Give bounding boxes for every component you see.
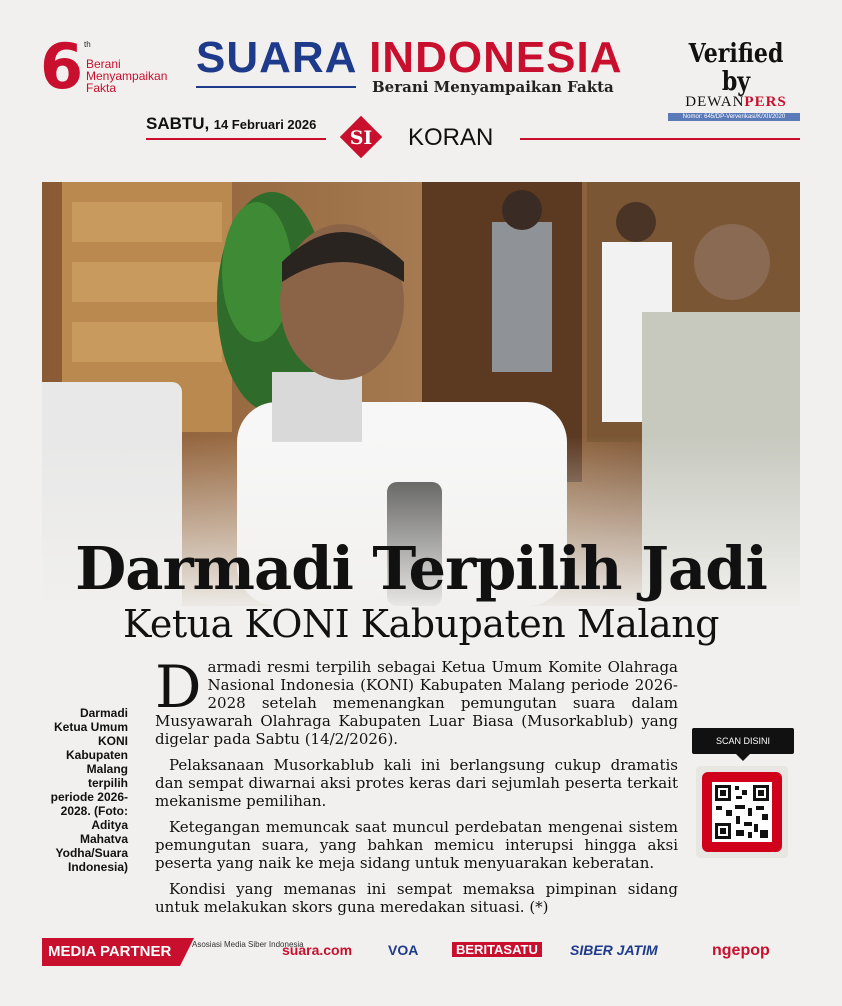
- verified-title: Verified by: [688, 39, 784, 97]
- article-paragraph: [155, 653, 678, 748]
- anniversary-tagline-line: Berani: [86, 57, 121, 71]
- qr-block[interactable]: [692, 728, 796, 862]
- brand-name: [196, 34, 623, 82]
- verified-note: Nomor: 645/DP-Ververikasi/K/XII/2020: [668, 113, 800, 121]
- divider-right: [520, 138, 800, 140]
- brand-logo: [196, 34, 646, 104]
- anniversary-tagline-line: Fakta: [86, 81, 117, 95]
- brand-slogan: Berani Menyampaikan Fakta: [372, 78, 614, 96]
- media-partner-strip: [42, 938, 800, 968]
- anniversary-tagline-line: Menyampaikan: [86, 69, 168, 83]
- si-logo-letters: SI: [349, 127, 373, 149]
- partner-logo-ngepop: ngepop: [712, 942, 770, 959]
- qr-code-background: [702, 772, 782, 852]
- verified-org-part: DEWAN: [685, 94, 745, 110]
- partner-logo-amsi: Asosiasi Media Siber Indonesia: [192, 940, 304, 949]
- photo-caption: Darmadi Ketua Umum KONI Kabupaten Malang terpilih periode 2026-2028. (Foto: Aditya Mahatva Yodha/Suara Indonesia): [50, 706, 128, 874]
- partner-logo-voa: VOA: [388, 942, 419, 958]
- brand-name-part: SUARA: [196, 33, 356, 82]
- article-paragraph: Kondisi yang memanas ini sempat memaksa pimpinan sidang untuk melakukan skors guna meredakan situasi. (*): [155, 880, 678, 916]
- partner-logo-suara: suara.com: [282, 942, 353, 958]
- section-label: KORAN: [408, 124, 494, 151]
- partner-logo-siberjatim: SIBER JATIM: [570, 942, 658, 958]
- verified-org-part: PERS: [744, 94, 787, 110]
- article-paragraph: Pelaksanaan Musorkablub kali ini berlangsung cukup dramatis dan sempat diwarnai aksi protes keras dari sejumlah peserta terkait mekanisme pemilihan.: [155, 756, 678, 810]
- media-partner-label: MEDIA PARTNER: [42, 938, 180, 966]
- dateline-date: 14 Februari 2026: [213, 117, 317, 132]
- anniversary-number: 6: [40, 30, 84, 103]
- headline: Darmadi Terpilih Jadi: [75, 534, 767, 603]
- si-logo-diamond: [338, 114, 384, 160]
- verified-badge: [666, 39, 806, 120]
- drop-cap: D: [155, 653, 202, 721]
- anniversary-tagline: [86, 58, 196, 94]
- article-paragraph-text: armadi resmi terpilih sebagai Ketua Umum Komite Olahraga Nasional Indonesia (KONI) Kabupaten Malang periode 2026-2028 setelah memenangkan pemungutan suara dalam Musyawarah Olahraga Kabupaten Luar Biasa (Musorkablub) yang digelar pada Sabtu (14/2/2026).: [155, 658, 678, 748]
- qr-label: SCAN DISINI: [692, 728, 794, 754]
- brand-name-part: INDONESIA: [369, 33, 623, 82]
- divider-left: [146, 138, 326, 140]
- subheadline: Ketua KONI Kabupaten Malang: [122, 602, 719, 646]
- article-paragraph: Ketegangan memuncak saat muncul perdebatan mengenai sistem pemungutan suara, yang bahkan memicu interupsi hingga aksi peserta yang naik ke meja sidang untuk menyuarakan keberatan.: [155, 818, 678, 872]
- article-body: [155, 653, 678, 924]
- partner-logo-beritasatu: BERITASATU: [452, 942, 542, 957]
- anniversary-badge: [40, 30, 190, 106]
- qr-code-icon: [702, 772, 782, 852]
- brand-rule: [196, 86, 356, 88]
- anniversary-suffix: th: [84, 40, 91, 49]
- dateline: [146, 114, 316, 134]
- dateline-day: SABTU,: [146, 114, 210, 133]
- qr-frame: [696, 766, 788, 858]
- si-logo: [338, 114, 384, 160]
